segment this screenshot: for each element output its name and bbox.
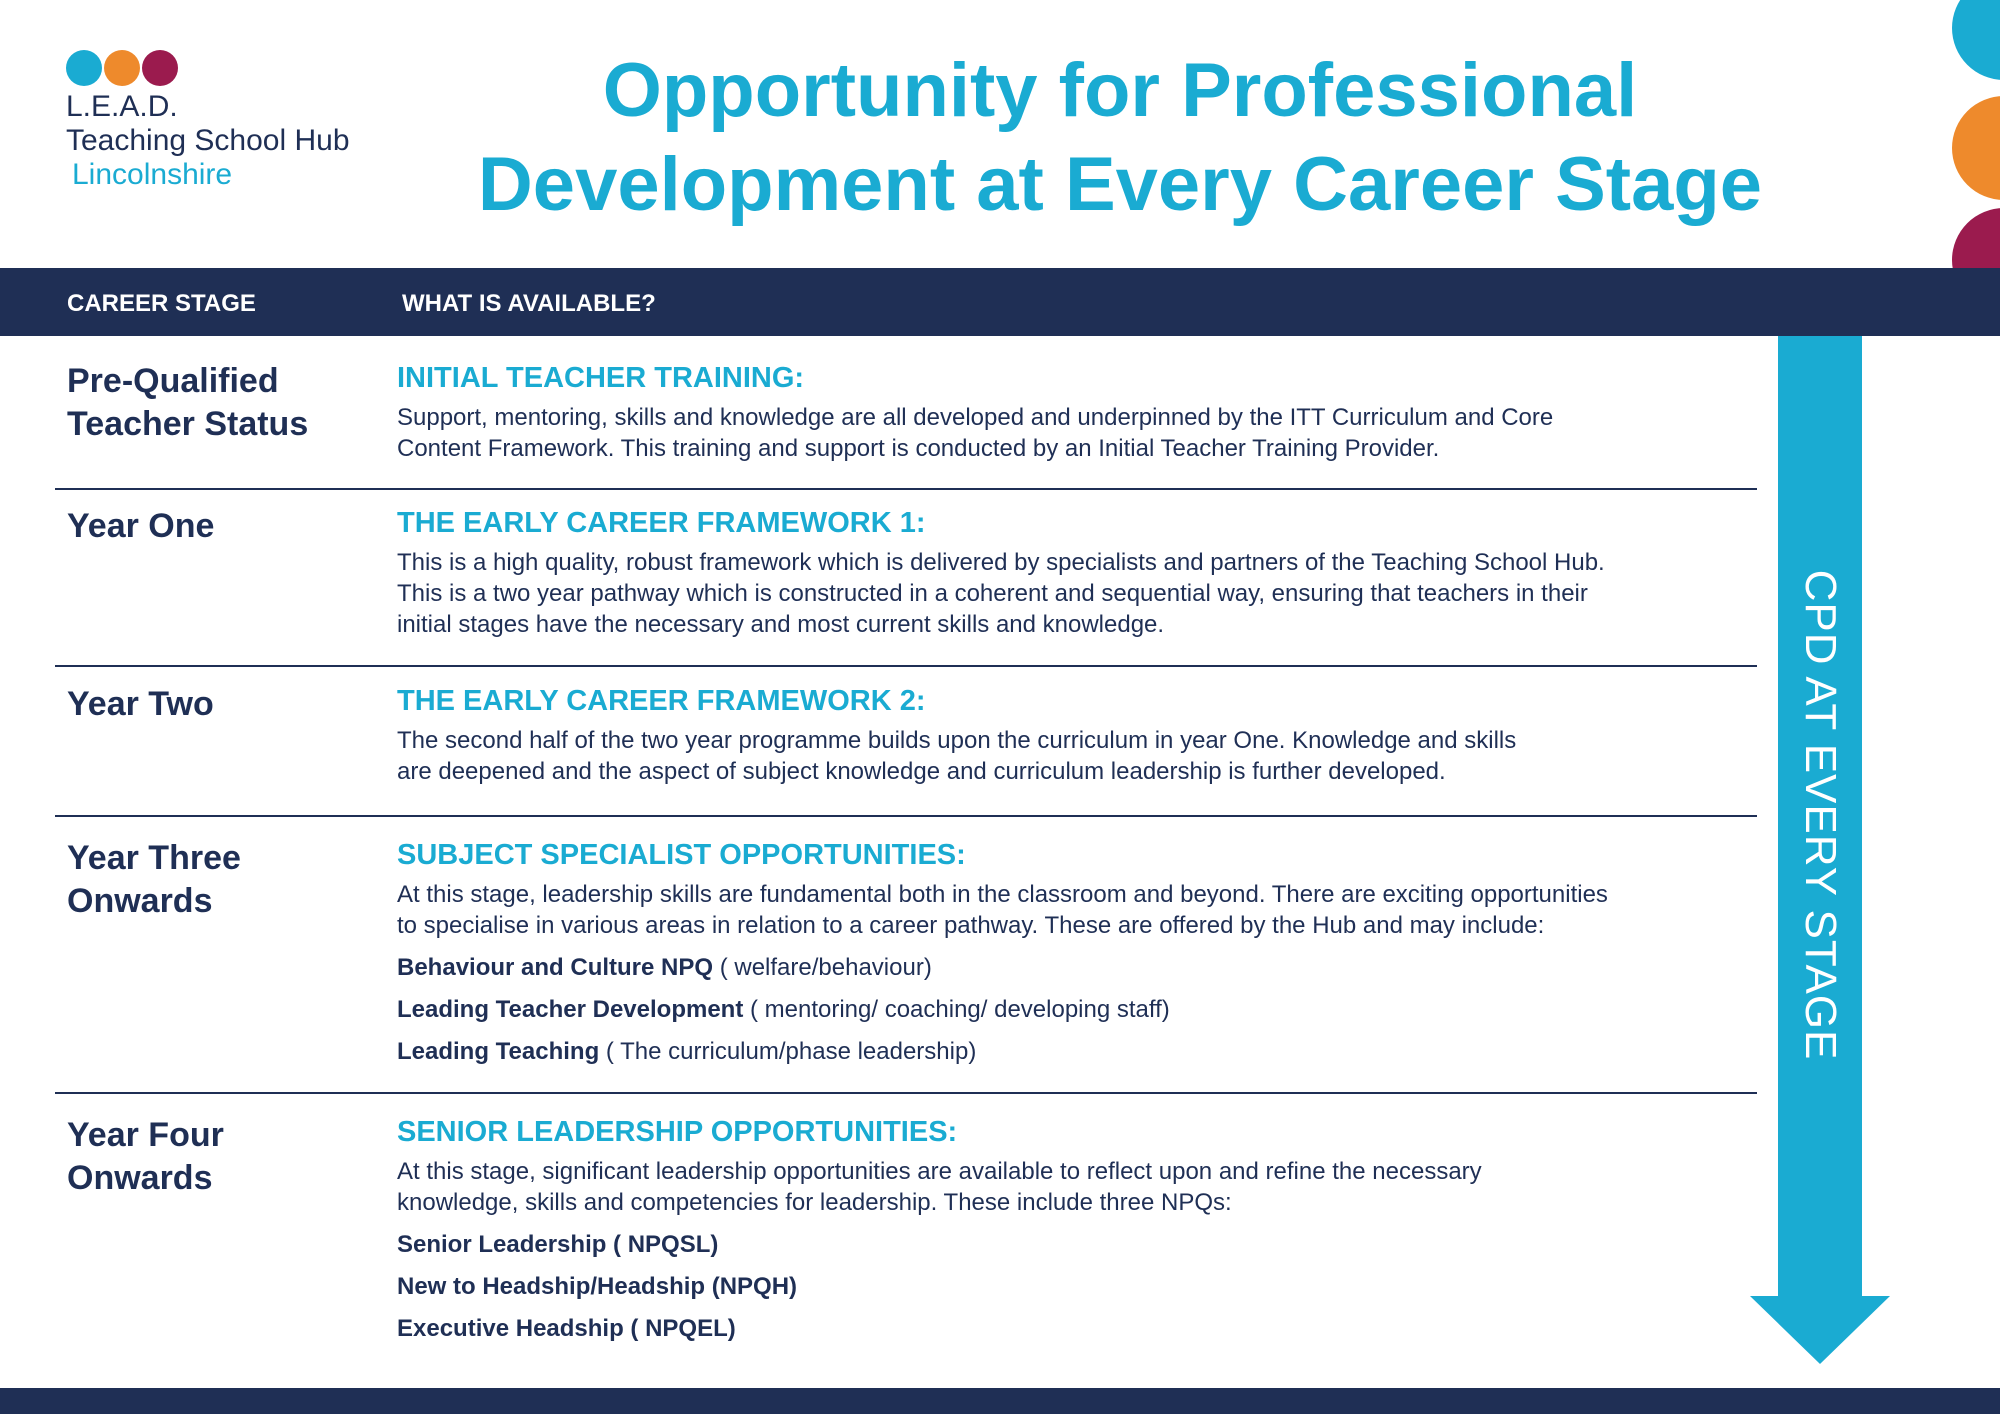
table-row [55, 360, 1757, 490]
career-stage-line: Year Two [67, 685, 214, 723]
arrow-label: CPD AT EVERY STAGE [1796, 569, 1845, 1061]
description-line: This is a high quality, robust framework which is delivered by specialists and partners of the Teaching School Hub. [397, 549, 1605, 576]
career-stage-line: Year Four [67, 1116, 224, 1154]
header-what-is-available: WHAT IS AVAILABLE? [402, 290, 656, 317]
cyan-dot-icon [66, 50, 102, 86]
career-stage-label [67, 360, 367, 446]
logo-text-hub: Teaching School Hub [66, 124, 350, 157]
decorative-orange-circle [1952, 96, 2000, 200]
item-detail: ( The curriculum/phase leadership) [599, 1038, 977, 1065]
list-item [397, 1036, 1787, 1067]
career-stage-line: Pre-Qualified [67, 362, 279, 400]
description-line: to specialise in various areas in relation to a career pathway. These are offered by the Hub and may include: [397, 912, 1545, 939]
description-line: At this stage, leadership skills are fundamental both in the classroom and beyond. There are exciting opportunities [397, 881, 1608, 908]
career-stage-label [67, 683, 367, 726]
decorative-cyan-circle [1952, 0, 2000, 80]
table-header-bar [0, 268, 2000, 336]
footer-bar [0, 1388, 2000, 1414]
career-stage-line: Year One [67, 507, 215, 545]
row-description [397, 879, 1787, 941]
career-stage-label [67, 837, 367, 923]
list-item [397, 1229, 1787, 1260]
logo-dots [66, 50, 350, 86]
career-stage-line: Year Three [67, 839, 241, 877]
row-content [397, 1114, 1787, 1344]
item-detail: ( mentoring/ coaching/ developing staff) [743, 996, 1170, 1023]
page-title-line2: Development at Every Career Stage [477, 142, 1763, 227]
item-title: New to Headship/Headship (NPQH) [397, 1273, 798, 1300]
item-title: Leading Teacher Development [397, 996, 744, 1023]
maroon-dot-icon [142, 50, 178, 86]
table-row [55, 1114, 1757, 1364]
row-description [397, 547, 1787, 640]
logo [66, 50, 350, 192]
table-row [55, 837, 1757, 1094]
row-description [397, 725, 1787, 787]
row-description [397, 402, 1787, 464]
row-content [397, 360, 1787, 464]
table-row [55, 505, 1757, 667]
row-heading: SENIOR LEADERSHIP OPPORTUNITIES: [397, 1116, 958, 1148]
row-content [397, 683, 1787, 787]
description-line: Content Framework. This training and support is conducted by an Initial Teacher Training Provider. [397, 435, 1440, 462]
logo-text-lead: L.E.A.D. [66, 90, 178, 123]
list-item [397, 952, 1787, 983]
row-heading: THE EARLY CAREER FRAMEWORK 1: [397, 507, 926, 539]
career-stage-label [67, 1114, 367, 1200]
item-title: Senior Leadership ( NPQSL) [397, 1231, 719, 1258]
career-stage-label [67, 505, 367, 548]
page-title-line1: Opportunity for Professional [602, 48, 1638, 133]
page-title [420, 44, 1820, 232]
row-content [397, 837, 1787, 1067]
description-line: At this stage, significant leadership opportunities are available to reflect upon and refine the necessary [397, 1158, 1482, 1185]
header-career-stage: CAREER STAGE [67, 290, 256, 317]
item-title: Behaviour and Culture NPQ [397, 954, 714, 981]
orange-dot-icon [104, 50, 140, 86]
career-stage-line: Onwards [67, 882, 213, 920]
row-description [397, 1156, 1787, 1218]
table-row [55, 683, 1757, 817]
list-item [397, 994, 1787, 1025]
row-heading: SUBJECT SPECIALIST OPPORTUNITIES: [397, 839, 966, 871]
list-item [397, 1271, 1787, 1302]
career-stage-line: Teacher Status [67, 405, 309, 443]
list-item [397, 1313, 1787, 1344]
row-content [397, 505, 1787, 640]
logo-text-region: Lincolnshire [72, 158, 233, 191]
row-heading: THE EARLY CAREER FRAMEWORK 2: [397, 685, 926, 717]
item-detail: ( welfare/behaviour) [713, 954, 932, 981]
description-line: This is a two year pathway which is constructed in a coherent and sequential way, ensuring that teachers in their [397, 580, 1588, 607]
description-line: The second half of the two year programme builds upon the curriculum in year One. Knowledge and skills [397, 727, 1517, 754]
description-line: initial stages have the necessary and most current skills and knowledge. [397, 611, 1165, 638]
description-line: knowledge, skills and competencies for leadership. These include three NPQs: [397, 1189, 1232, 1216]
career-stage-line: Onwards [67, 1159, 213, 1197]
row-heading: INITIAL TEACHER TRAINING: [397, 362, 805, 394]
item-title: Leading Teaching [397, 1038, 600, 1065]
item-title: Executive Headship ( NPQEL) [397, 1315, 736, 1342]
description-line: are deepened and the aspect of subject knowledge and curriculum leadership is further developed. [397, 758, 1446, 785]
description-line: Support, mentoring, skills and knowledge are all developed and underpinned by the ITT Curriculum and Core [397, 404, 1554, 431]
